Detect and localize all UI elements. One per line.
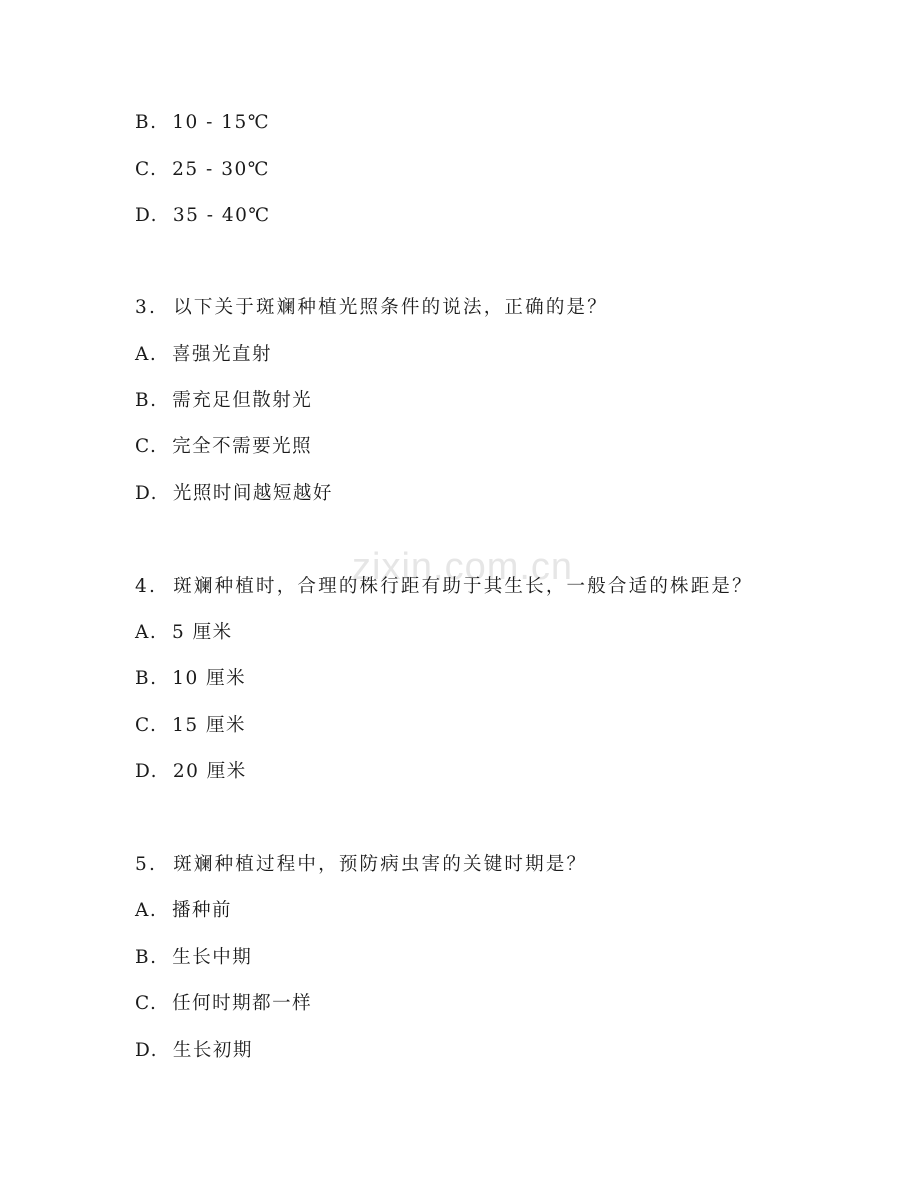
q3-option-d: D. 光照时间越短越好: [135, 483, 333, 504]
q3-option-c: C. 完全不需要光照: [135, 436, 313, 457]
q5-option-d: D. 生长初期: [135, 1040, 253, 1061]
q3-question: 3. 以下关于斑斓种植光照条件的说法，正确的是？: [135, 297, 608, 318]
q4-question: 4. 斑斓种植时，合理的株行距有助于其生长，一般合适的株距是？: [135, 576, 753, 597]
q3-option-b: B. 需充足但散射光: [135, 390, 313, 411]
q5-question: 5. 斑斓种植过程中，预防病虫害的关键时期是？: [135, 854, 588, 875]
q4-option-a: A. 5 厘米: [135, 622, 233, 643]
q5-option-a: A. 播种前: [135, 900, 233, 921]
q2-option-c: C. 25 - 30℃: [135, 159, 270, 180]
watermark: zixin.com.cn: [352, 546, 574, 588]
q4-option-c: C. 15 厘米: [135, 715, 247, 736]
q4-option-d: D. 20 厘米: [135, 761, 247, 782]
q2-option-b: B. 10 - 15℃: [135, 112, 271, 133]
q3-option-a: A. 喜强光直射: [135, 344, 273, 365]
q4-option-b: B. 10 厘米: [135, 668, 247, 689]
q5-option-c: C. 任何时期都一样: [135, 993, 313, 1014]
q5-option-b: B. 生长中期: [135, 947, 253, 968]
q2-option-d: D. 35 - 40℃: [135, 205, 271, 226]
